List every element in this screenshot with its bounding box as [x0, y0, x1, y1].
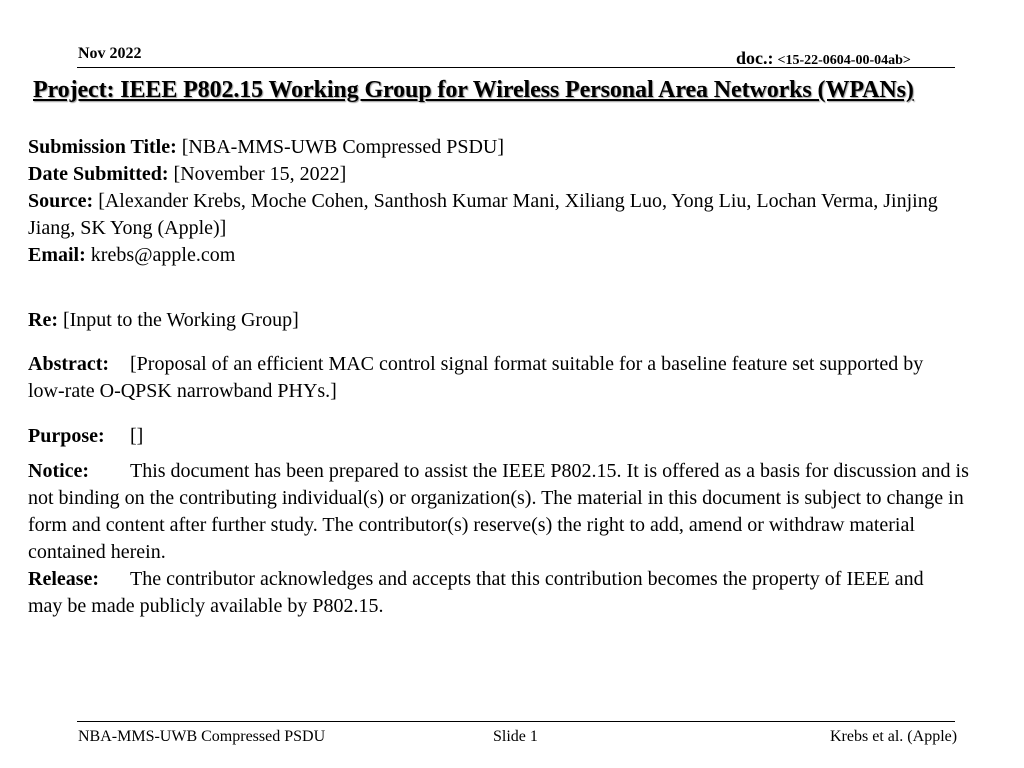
email-line: [28, 242, 988, 269]
date-submitted-label: Date Submitted:: [28, 163, 169, 185]
source-line: [28, 188, 938, 242]
abstract-value: [Proposal of an efficient MAC control signal format suitable for a baseline feature set supported by low-rate O-QPSK narrowband PHYs.]: [28, 353, 924, 402]
email-label: Email:: [28, 244, 86, 266]
header-doc-id: [736, 48, 911, 69]
release-label: Release:: [28, 568, 100, 590]
purpose-line: [28, 423, 988, 450]
submission-title-label: Submission Title:: [28, 136, 177, 158]
submission-title-value: [NBA-MMS-UWB Compressed PSDU]: [181, 136, 504, 158]
purpose-label: Purpose:: [28, 425, 105, 447]
release-paragraph: [28, 566, 958, 620]
notice-value: This document has been prepared to assist the IEEE P802.15. It is offered as a basis for discussion and is not binding on the contributing individual(s) or organization(s). The material in this document is subject to change in form and content after further study. The contributor(s) reserve(s) the right to add, amend or withdraw material contained herein.: [28, 460, 969, 563]
re-label: Re:: [28, 309, 58, 331]
header-date: Nov 2022: [78, 45, 142, 62]
footer-divider: [77, 721, 955, 722]
re-line: [28, 307, 988, 334]
source-label: Source:: [28, 190, 94, 212]
source-value: [Alexander Krebs, Moche Cohen, Santhosh Kumar Mani, Xiliang Luo, Yong Liu, Lochan Verma, Jinjing Jiang, SK Yong (Apple)]: [28, 190, 938, 239]
submission-block: [28, 134, 988, 269]
date-submitted-line: [28, 161, 988, 188]
submission-title-line: [28, 134, 988, 161]
release-value: The contributor acknowledges and accepts that this contribution becomes the property of IEEE and may be made publicly available by P802.15.: [28, 568, 924, 617]
date-submitted-value: [November 15, 2022]: [173, 163, 347, 185]
notice-label: Notice:: [28, 460, 90, 482]
email-value: krebs@apple.com: [90, 244, 236, 266]
abstract-block: [28, 351, 928, 405]
header-divider: [77, 67, 955, 68]
notice-block: [28, 458, 978, 620]
page-title: Project: IEEE P802.15 Working Group for Wireless Personal Area Networks (WPANs): [33, 77, 914, 103]
abstract-label: Abstract:: [28, 353, 110, 375]
slide-number: Slide 1: [493, 728, 538, 745]
footer-author: Krebs et al. (Apple): [830, 728, 958, 745]
doc-label: doc.:: [736, 48, 774, 68]
notice-paragraph: [28, 458, 978, 566]
re-value: [Input to the Working Group]: [62, 309, 299, 331]
footer-title: NBA-MMS-UWB Compressed PSDU: [78, 728, 326, 745]
purpose-value: []: [130, 425, 144, 447]
doc-number: <15-22-0604-00-04ab>: [777, 53, 911, 68]
